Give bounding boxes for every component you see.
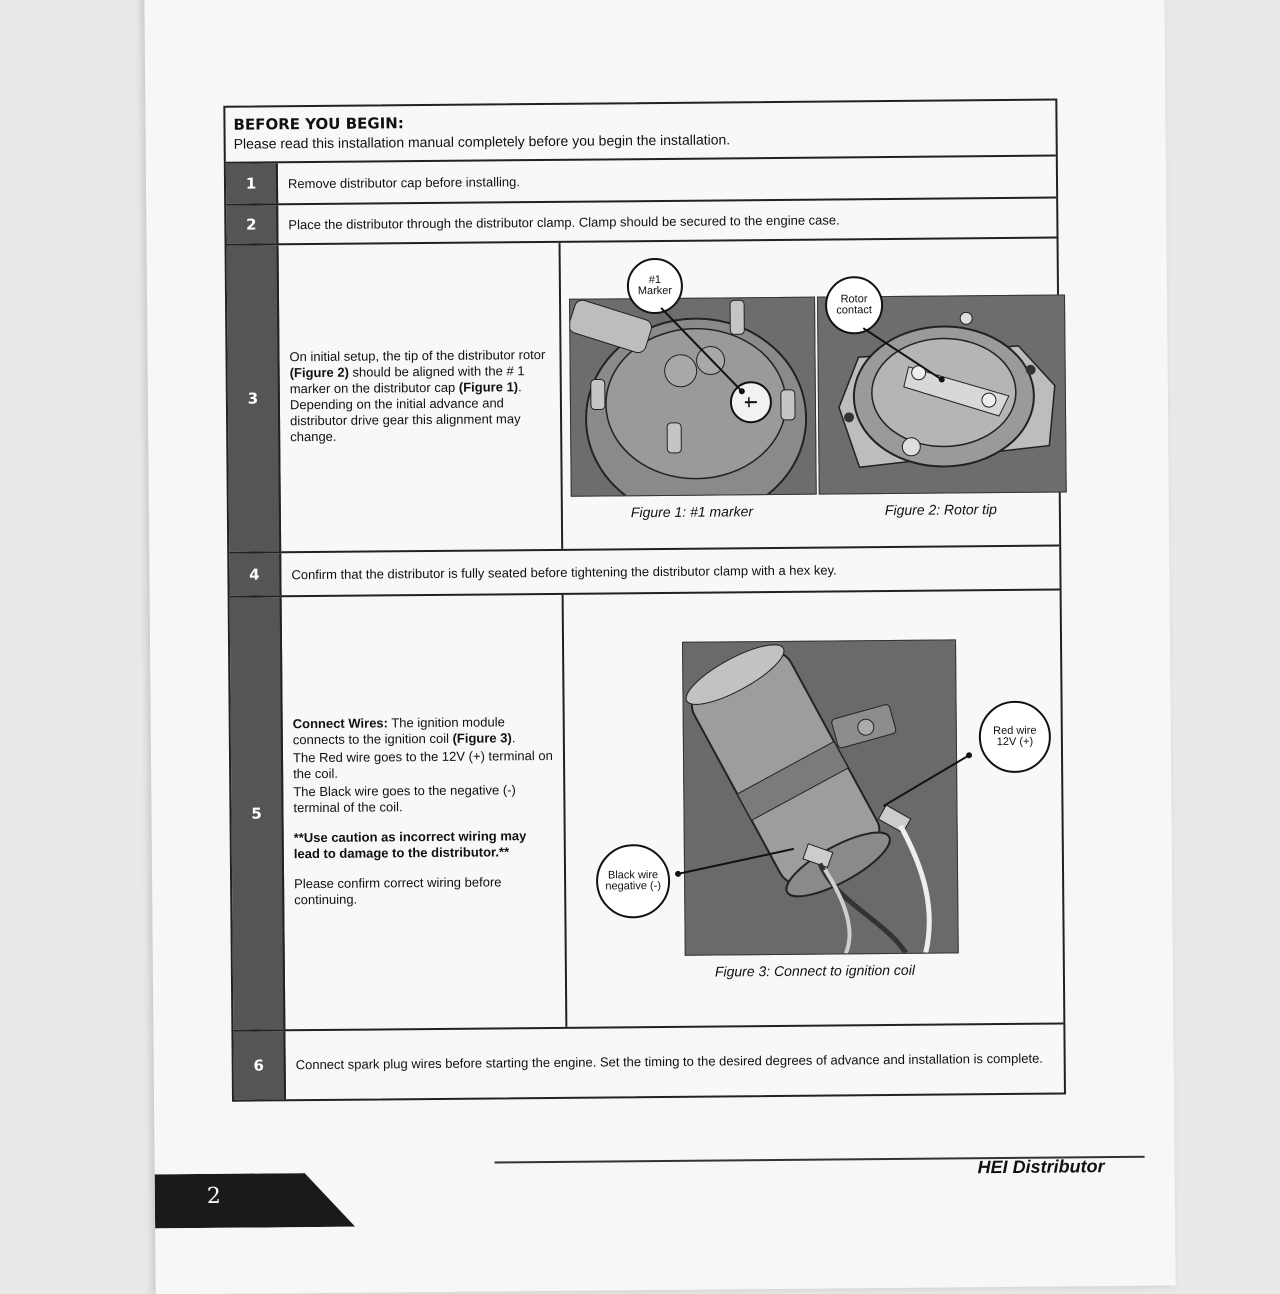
intro-title: BEFORE YOU BEGIN: <box>233 109 1047 134</box>
step-text: Connect spark plug wires before starting the engine. Set the timing to the desired degrees of advance and installation is complete. <box>285 1025 1053 1100</box>
step-5-p3: The Black wire goes to the negative (-) terminal of the coil. <box>293 782 553 816</box>
callout-line: 12V (+) <box>997 736 1033 748</box>
callout-leader-lines <box>564 590 1080 1026</box>
caution-text: **Use caution as incorrect wiring may lead to damage to the distributor.** <box>294 828 554 862</box>
figure-2-caption: Figure 2: Rotor tip <box>885 501 997 518</box>
step-text: Place the distributor through the distributor clamp. Clamp should be secured to the engine case. <box>278 200 850 243</box>
callout-line: #1 <box>649 274 661 286</box>
step-5-p1 <box>293 714 553 748</box>
figure-1-caption: Figure 1: #1 marker <box>631 503 753 520</box>
callout-line: negative (-) <box>605 880 661 892</box>
step-row-3 <box>227 239 1060 554</box>
step-number: 6 <box>233 1031 286 1099</box>
text-span: should be aligned with the # 1 marker on the distributor cap <box>290 363 525 396</box>
step-row-4 <box>229 547 1059 598</box>
text-span: . Depending on the initial advance and distributor drive gear this alignment may change. <box>290 379 522 444</box>
step-text-cell <box>282 595 568 1029</box>
instruction-table <box>223 99 1066 1102</box>
text-span: . <box>512 730 516 745</box>
text-span: On initial setup, the tip of the distributor rotor <box>289 347 545 364</box>
page-number-tab <box>155 1173 355 1229</box>
step-number: 3 <box>227 245 282 551</box>
step-number: 1 <box>226 163 278 203</box>
figure-ref: (Figure 2) <box>290 365 349 381</box>
callout-line: Rotor <box>841 293 868 305</box>
figure-3-caption: Figure 3: Connect to ignition coil <box>715 962 915 980</box>
page-number: 2 <box>207 1184 221 1209</box>
figure-ref: (Figure 1) <box>459 379 518 395</box>
callout-line: Black wire <box>608 869 658 881</box>
step-text: Confirm that the distributor is fully seated before tightening the distributor clamp with a hex key. <box>281 548 847 595</box>
text-span: The ignition module connects to the ignition coil <box>293 714 505 747</box>
callout-line: Red wire <box>993 725 1037 737</box>
step-row-1 <box>226 157 1056 206</box>
step-row-5 <box>230 591 1064 1032</box>
figure-ref: (Figure 3) <box>453 730 512 746</box>
intro-text: Please read this installation manual completely before you begin the installation. <box>234 129 1048 152</box>
step-number: 2 <box>226 205 278 243</box>
step-5-p4: Please confirm correct wiring before continuing. <box>294 874 554 908</box>
step-5-text <box>293 714 555 910</box>
intro-section <box>225 101 1055 164</box>
manual-page <box>144 0 1175 1294</box>
callout-line: contact <box>836 304 872 316</box>
callout-leader-lines <box>561 238 1076 548</box>
step-number: 4 <box>229 553 281 595</box>
step-row-6 <box>233 1024 1064 1099</box>
step-5-p2: The Red wire goes to the 12V (+) terminal on the coil. <box>293 748 553 782</box>
step-text: Remove distributor cap before installing. <box>278 161 530 203</box>
document-title: HEI Distributor <box>978 1156 1105 1178</box>
step-number: 5 <box>230 597 286 1029</box>
callout-line: Marker <box>638 285 672 297</box>
step-figures <box>564 591 1064 1027</box>
step-figures <box>561 239 1060 549</box>
step-text <box>289 347 550 445</box>
lead-text: Connect Wires: <box>293 715 388 731</box>
step-text-cell <box>279 243 564 551</box>
